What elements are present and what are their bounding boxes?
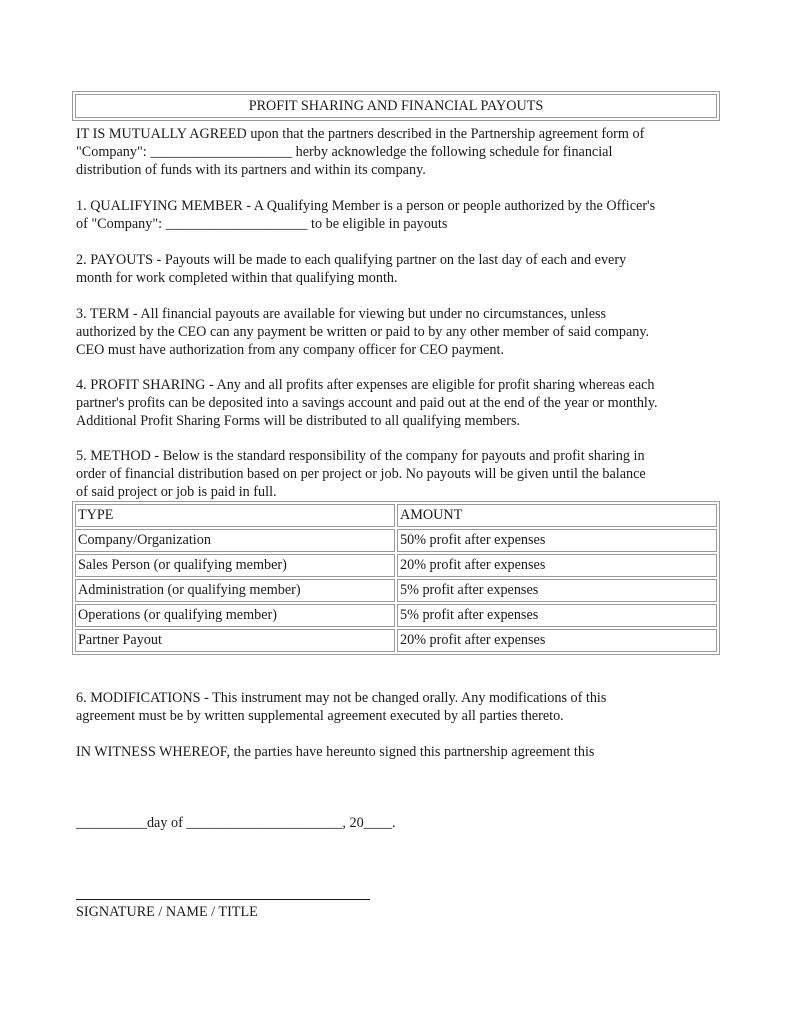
section-line: month for work completed within that qualifying month. [76,270,398,286]
section-profit-sharing [76,376,722,430]
section-term [76,305,722,359]
date-line-text: __________day of ______________________, 20____. [76,815,396,831]
section-line: 4. PROFIT SHARING - Any and all profits after expenses are eligible for profit sharing whereas each [76,377,655,393]
table-cell: Sales Person (or qualifying member) [75,554,395,577]
section-line: partner's profits can be deposited into a savings account and paid out at the end of the year or monthly. [76,395,658,411]
table-cell: Partner Payout [75,629,395,652]
signature-line [76,899,370,900]
section-line: 5. METHOD - Below is the standard responsibility of the company for payouts and profit sharing in [76,448,645,464]
table-header-row [75,504,717,527]
table-cell: 5% profit after expenses [397,604,717,627]
intro-line: IT IS MUTUALLY AGREED upon that the partners described in the Partnership agreement form of [76,126,645,142]
signature-block [76,903,722,921]
table-row [75,604,717,627]
table-cell: Company/Organization [75,529,395,552]
document-title: PROFIT SHARING AND FINANCIAL PAYOUTS [75,94,717,118]
title-box [72,91,720,121]
section-qualifying-member [76,197,722,233]
section-line: order of financial distribution based on per project or job. No payouts will be given until the balance [76,466,646,482]
section-line: CEO must have authorization from any company officer for CEO payment. [76,342,505,358]
table-cell: Operations (or qualifying member) [75,604,395,627]
date-line [76,814,722,832]
signature-label: SIGNATURE / NAME / TITLE [76,904,258,920]
section-line: of "Company": ____________________ to be eligible in payouts [76,216,448,232]
table-cell: 5% profit after expenses [397,579,717,602]
intro-line: "Company": ____________________ herby acknowledge the following schedule for financial [76,144,613,160]
table-cell: 20% profit after expenses [397,554,717,577]
section-line: agreement must be by written supplemental agreement executed by all parties thereto. [76,708,564,724]
section-line: 6. MODIFICATIONS - This instrument may not be changed orally. Any modifications of this [76,690,607,706]
table-header-cell: AMOUNT [397,504,717,527]
section-line: 2. PAYOUTS - Payouts will be made to each qualifying partner on the last day of each and every [76,252,627,268]
table-cell: Administration (or qualifying member) [75,579,395,602]
table-row [75,529,717,552]
section-line: of said project or job is paid in full. [76,484,277,500]
intro-line: distribution of funds with its partners and within its company. [76,162,426,178]
table-cell: 50% profit after expenses [397,529,717,552]
section-method [76,447,722,501]
table-row [75,629,717,652]
section-line: authorized by the CEO can any payment be written or paid to by any other member of said company. [76,324,650,340]
section-payouts [76,251,722,287]
table-header-cell: TYPE [75,504,395,527]
table-row [75,554,717,577]
section-line: 3. TERM - All financial payouts are available for viewing but under no circumstances, unless [76,306,607,322]
section-modifications [76,689,722,725]
section-line: Additional Profit Sharing Forms will be distributed to all qualifying members. [76,413,521,429]
intro-paragraph [76,125,722,179]
table-row [75,579,717,602]
witness-clause [76,743,722,761]
witness-line: IN WITNESS WHEREOF, the parties have hereunto signed this partnership agreement this [76,744,595,760]
distribution-table [72,501,720,655]
table-cell: 20% profit after expenses [397,629,717,652]
section-line: 1. QUALIFYING MEMBER - A Qualifying Member is a person or people authorized by the Officer's [76,198,656,214]
